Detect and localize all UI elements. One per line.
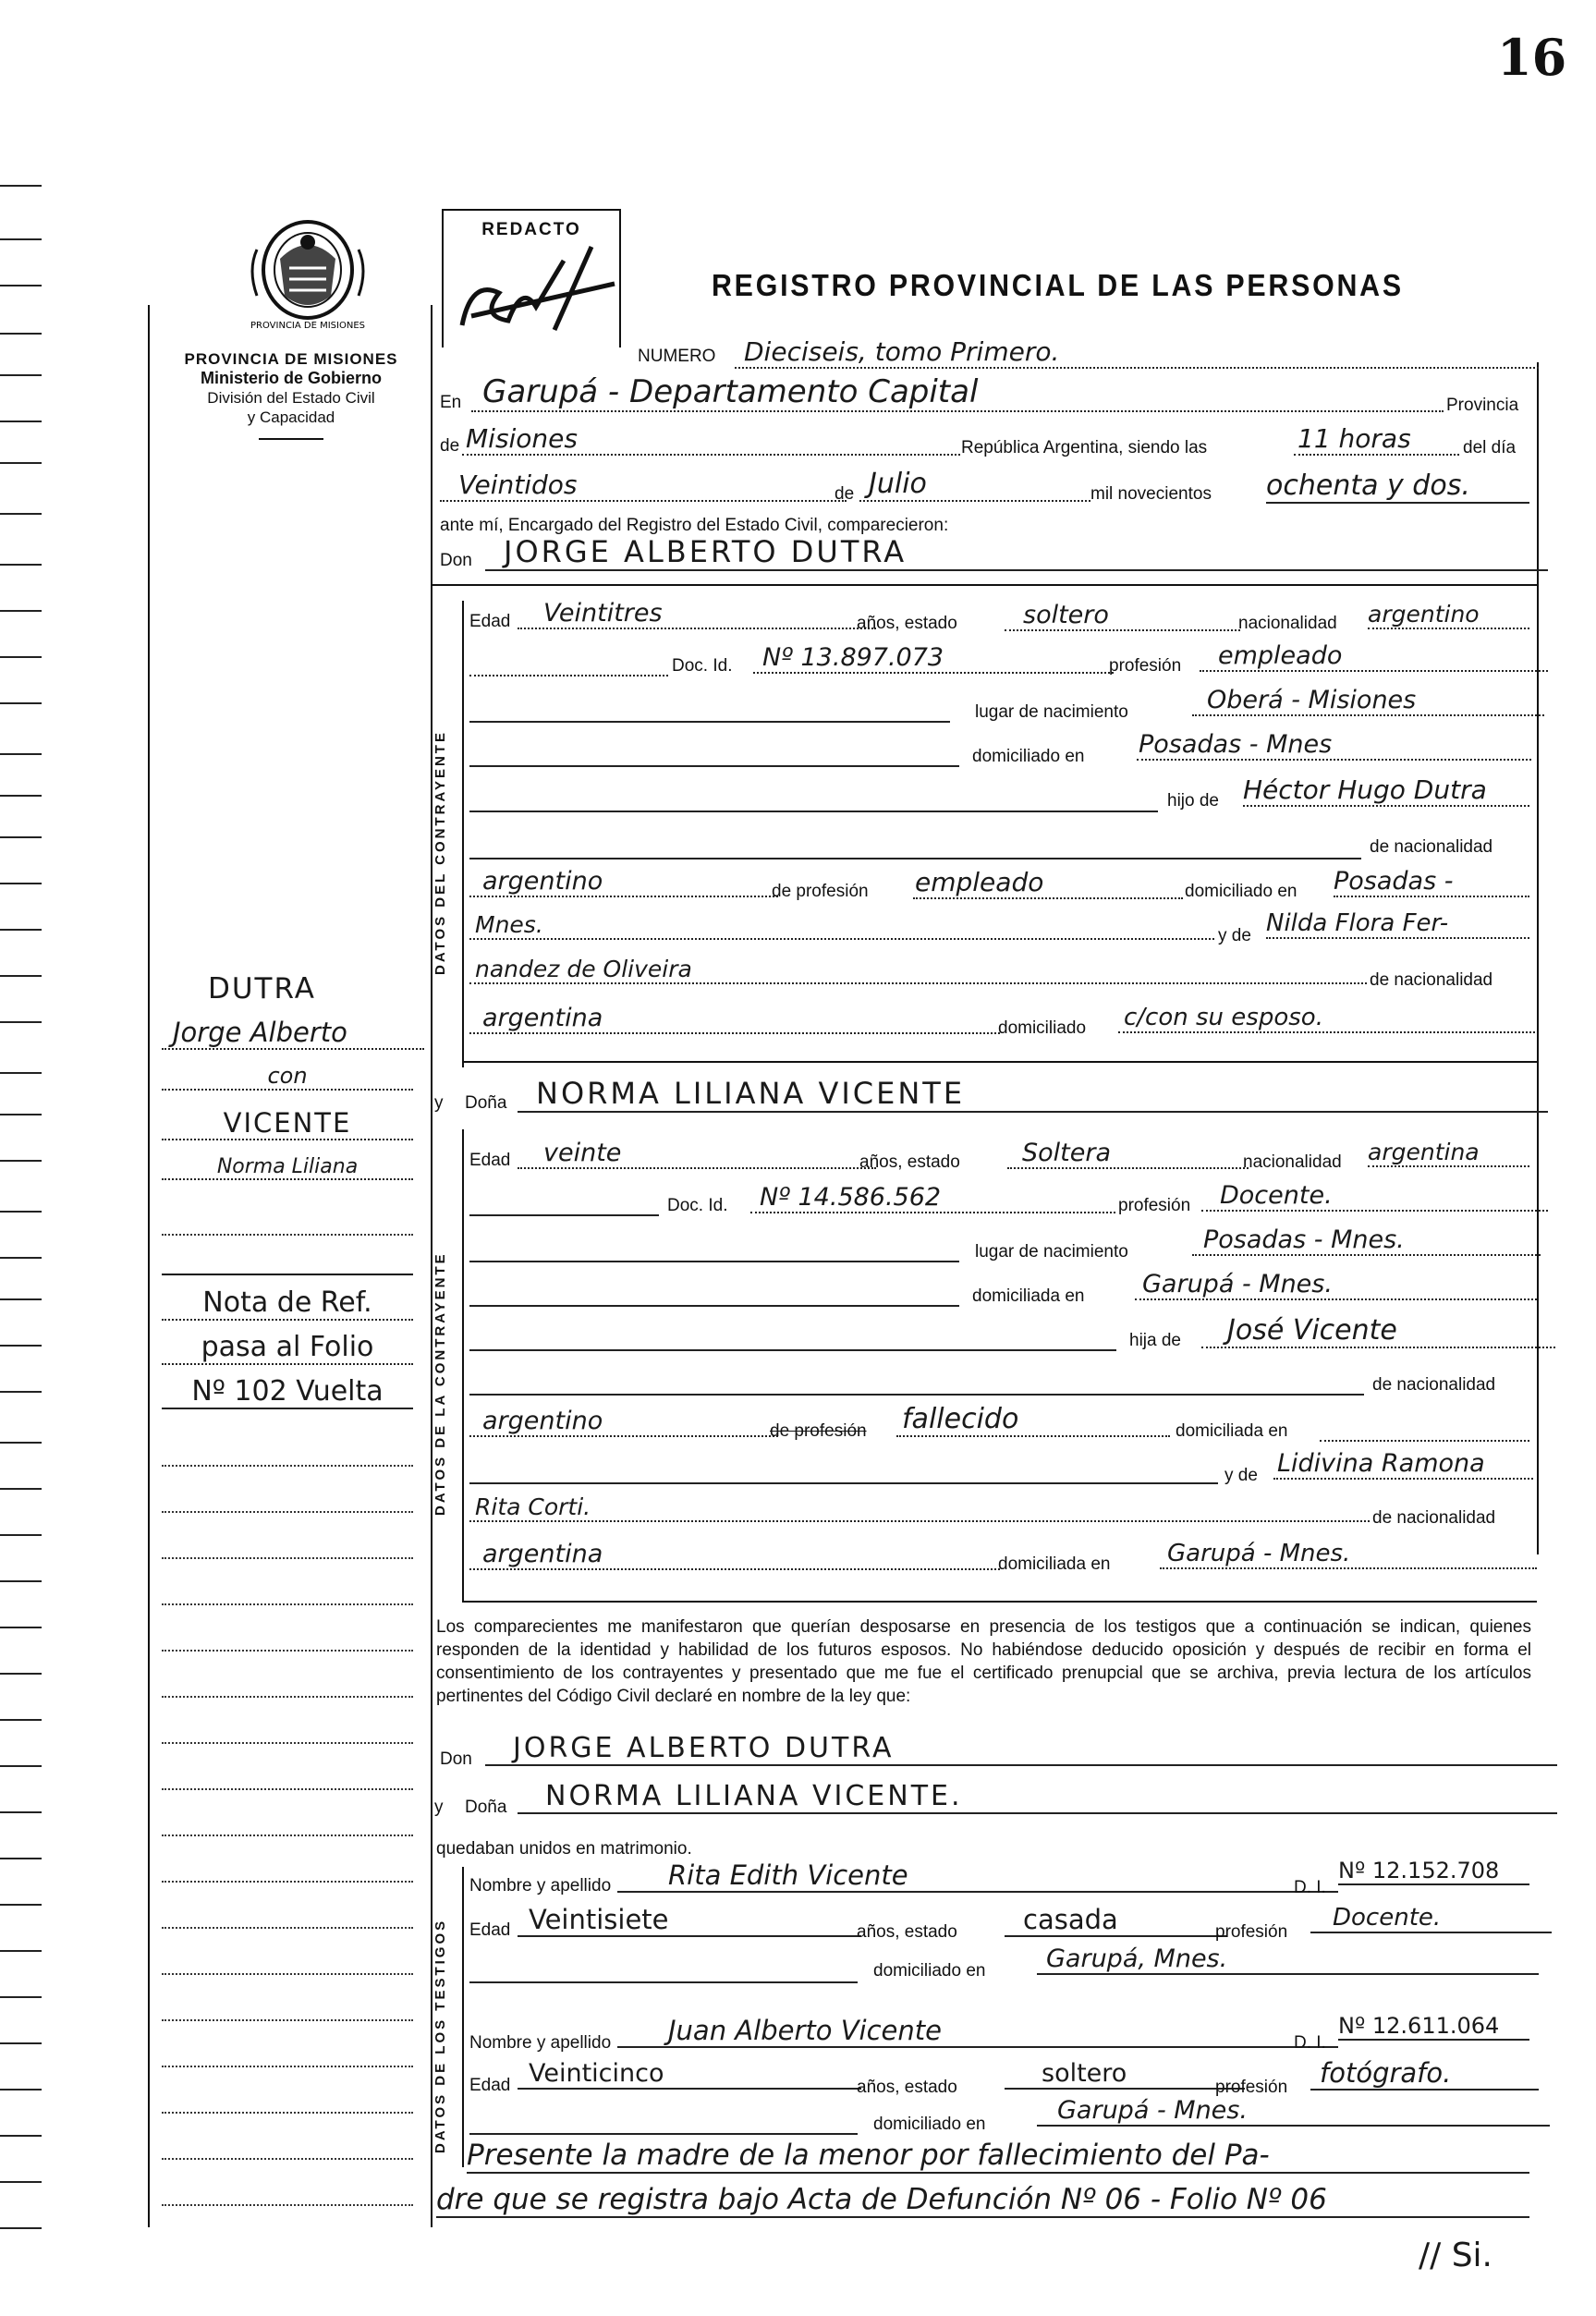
bride-hija-label: hija de [1129,1331,1181,1350]
bride-nac-field[interactable]: argentina [1368,1139,1529,1167]
w1-di-label: D. I. [1294,1878,1326,1897]
w1-anos-label: años, estado [857,1922,957,1942]
numero-label: NUMERO [638,347,716,366]
w2-nombre-label: Nombre y apellido [469,2033,612,2053]
groom-prof-field[interactable]: empleado [1200,641,1548,672]
decl-closing: quedaban unidos en matrimonio. [436,1839,692,1859]
bride-madre-nac-field[interactable]: argentina [469,1540,1000,1570]
groom-nac-field[interactable]: argentino [1368,601,1529,629]
bride-padre-prof-field[interactable]: fallecido [896,1403,1170,1437]
month-field[interactable]: Julio [859,468,1090,502]
margin-surname-1: DUTRA [208,972,316,1006]
w2-prof-label: profesión [1215,2078,1288,2097]
w1-blank [469,1981,858,1983]
office-capacity: y Capacidad [247,408,335,426]
margin-con: con [162,1063,413,1091]
margin-blank-6 [162,1603,413,1605]
provincia-label: Provincia [1446,396,1519,415]
margin-blank-13 [162,1927,413,1929]
groom-side-label: DATOS DEL CONTRAYENTE [433,730,448,975]
bride-blank-3 [469,1349,1116,1351]
w1-nombre-label: Nombre y apellido [469,1876,612,1895]
groom-lugar-field[interactable]: Oberá - Misiones [1192,686,1544,716]
w2-di-label: D. I. [1294,2033,1326,2053]
w2-dom-label: domiciliado en [873,2115,986,2134]
margin-blank-1 [162,1234,413,1236]
bride-de-prof-label: de profesión [770,1421,867,1441]
decl-groom-field[interactable]: JORGE ALBERTO DUTRA [485,1732,1557,1766]
year-field[interactable]: ochenta y dos. [1266,469,1529,504]
bride-lugar-label: lugar de nacimiento [975,1242,1128,1262]
groom-block-bottom [462,1061,1537,1063]
office-division: División del Estado Civil [207,389,375,407]
decl-y-label: y [434,1798,444,1817]
bride-blank-1 [469,1261,959,1262]
bride-nac-label: nacionalidad [1243,1152,1342,1172]
w1-dom-field[interactable]: Garupá, Mnes. [1037,1944,1539,1975]
footer-signature: // Si. [1419,2237,1492,2274]
en-label: En [440,393,462,412]
groom-estado-field[interactable]: soltero [1005,601,1240,631]
margin-blank-15 [162,2019,413,2021]
republica-label: República Argentina, siendo las [961,438,1208,457]
witness-side-label: DATOS DE LOS TESTIGOS [433,1918,448,2153]
groom-prof-label: profesión [1109,656,1182,676]
w1-doc-field[interactable]: Nº 12.152.708 [1338,1858,1529,1885]
margin-surname-2: VICENTE [162,1107,413,1140]
hour-field[interactable]: 11 horas [1294,423,1459,456]
groom-edad-field[interactable]: Veintitres [518,599,876,629]
office-ministry: Ministerio de Gobierno [200,369,382,387]
groom-padre-nac-field[interactable]: argentino [469,867,778,897]
groom-dom-field[interactable]: Posadas - Mnes [1137,730,1531,761]
w2-anos-label: años, estado [857,2078,957,2097]
groom-blank-2 [469,765,959,767]
margin-blank-18 [162,2158,413,2160]
groom-madre-1[interactable]: Nilda Flora Fer- [1266,909,1529,939]
left-column-rule [148,305,150,2227]
groom-padre-field[interactable]: Héctor Hugo Dutra [1243,774,1529,807]
groom-hijo-label: hijo de [1167,791,1219,811]
groom-blank-4 [469,858,1361,859]
margin-blank-17 [162,2112,413,2114]
bride-dom-field[interactable]: Garupá - Mnes. [1135,1270,1537,1300]
margin-blank-2 [162,1274,413,1275]
margin-note-2: pasa al Folio [162,1331,413,1365]
declaration-text: Los comparecientes me manifestaron que querían desposarse en presencia de los testigos que a continuación se indican, quienes responden de la identidad y habilidad de los futuros esposos. No habiéndose deducido oposición y después de recibir en forma el consentimiento de los contrayentes y presentado que me fue el certificado prenupcial que se archiva, previa lectura de los artículos pertinentes del Código Civil declaré en nombre de la ley que: [436,1617,1531,1706]
bride-madre-nac-label: de nacionalidad [1372,1508,1496,1528]
margin-blank-10 [162,1788,413,1790]
svg-text:PROVINCIA DE MISIONES: PROVINCIA DE MISIONES [250,321,365,331]
bride-y-label: y [434,1093,444,1113]
margin-blank-19 [162,2204,413,2206]
w2-estado-field[interactable]: soltero [1005,2059,1245,2090]
groom-block-rule [462,601,464,1067]
bride-madre-1[interactable]: Lidivina Ramona [1273,1449,1533,1480]
bride-doc-blank [469,1214,659,1216]
margin-blank-9 [162,1742,413,1744]
place-field[interactable]: Garupá - Departamento Capital [471,373,1444,412]
bride-madre-dom-field[interactable]: Garupá - Mnes. [1160,1540,1537,1569]
w1-prof-field[interactable]: Docente. [1310,1904,1552,1933]
margin-blank-7 [162,1650,413,1652]
w1-edad-label: Edad [469,1920,511,1940]
groom-de-nac-label: de nacionalidad [1370,837,1493,857]
groom-blank-3 [469,811,1158,812]
bride-doc-field[interactable]: Nº 14.586.562 [750,1183,1115,1213]
intro-divider [431,584,1537,586]
w1-edad-field[interactable]: Veintisiete [518,1904,861,1937]
w2-dom-field[interactable]: Garupá - Mnes. [1037,2096,1550,2127]
groom-blank-1 [469,721,950,723]
page-number: 16 [1497,28,1567,87]
bride-madre-dom-label: domiciliada en [998,1554,1111,1574]
mil-label: mil novecientos [1090,484,1212,504]
margin-given-2: Norma Liliana [162,1155,413,1180]
redacto-label: REDACTO [481,220,581,239]
w1-prof-label: profesión [1215,1922,1288,1942]
numero-field[interactable]: Dieciseis, tomo Primero. [735,336,1539,369]
witness-block-rule [462,1867,464,2167]
bride-estado-field[interactable]: Soltera [1007,1139,1249,1169]
margin-note-1: Nota de Ref. [162,1286,413,1321]
groom-madre-nac-field[interactable]: argentina [469,1004,1000,1034]
margin-blank-4 [162,1511,413,1513]
bride-de-nac-label: de nacionalidad [1372,1375,1496,1395]
decl-bride-field[interactable]: NORMA LILIANA VICENTE. [518,1780,1557,1814]
w1-dom-label: domiciliado en [873,1961,986,1981]
groom-doc-field[interactable]: Nº 13.897.073 [753,643,1114,674]
don-label: Don [440,551,472,570]
footer-note-line2: dre que se registra bajo Acta de Defunción Nº 06 - Folio Nº 06 [436,2183,1529,2218]
bride-blank-2 [469,1305,959,1307]
redacto-signature-icon [444,242,619,344]
bride-prof-label: profesión [1118,1196,1191,1215]
bride-madre-2[interactable]: Rita Corti. [469,1493,1370,1522]
office-province: PROVINCIA DE MISIONES [184,350,398,368]
bride-prof-field[interactable]: Docente. [1201,1181,1548,1212]
groom-dom-label: domiciliado en [972,747,1085,766]
office-divider [259,438,323,440]
provincial-seal-icon [238,213,377,333]
bride-padre-field[interactable]: José Vicente [1201,1314,1555,1348]
groom-y-de-label: y de [1218,926,1251,945]
groom-padre-dom-1[interactable]: Posadas - [1334,867,1529,897]
groom-madre-dom-field[interactable]: c/con su esposo. [1118,1004,1535,1033]
bride-edad-label: Edad [469,1151,511,1170]
w2-blank [469,2133,858,2135]
ante-label: ante mí, Encargado del Registro del Estado Civil, comparecieron: [440,516,949,535]
groom-edad-label: Edad [469,612,511,631]
bride-block-bottom [462,1601,1537,1603]
margin-blank-5 [162,1557,413,1559]
de2-label: de [835,484,855,504]
bride-blank-4 [469,1394,1364,1396]
groom-padre-dom-2[interactable]: Mnes. [469,911,1214,940]
margin-blank-14 [162,1973,413,1975]
margin-blank-11 [162,1835,413,1836]
page-title: REGISTRO PROVINCIAL DE LAS PERSONAS [712,268,1404,302]
bride-edad-field[interactable]: veinte [518,1139,876,1169]
margin-blank-12 [162,1881,413,1883]
bride-blank-5 [469,1482,1218,1484]
w1-name-field[interactable]: Rita Edith Vicente [617,1859,1338,1893]
bride-block-rule [462,1129,464,1601]
groom-de-prof-label: de profesión [772,882,869,901]
margin-blank-8 [162,1696,413,1698]
bride-side-label: DATOS DE LA CONTRAYENTE [433,1251,448,1516]
bride-dom-en-label: domiciliada en [1176,1421,1288,1441]
margin-note-3: Nº 102 Vuelta [162,1375,413,1409]
province-field[interactable]: Misiones [462,423,960,456]
decl-dona-label: Doña [465,1798,507,1817]
bride-doc-label: Doc. Id. [667,1196,728,1215]
bride-y-de-label: y de [1224,1466,1258,1485]
groom-lugar-label: lugar de nacimiento [975,702,1128,722]
decl-don-label: Don [440,1749,472,1769]
groom-anos-label: años, estado [857,614,957,633]
margin-blank-3 [162,1465,413,1467]
groom-doc-label: Doc. Id. [672,656,733,676]
bride-lugar-field[interactable]: Posadas - Mnes. [1192,1225,1541,1256]
day-field[interactable]: Veintidos [440,469,847,502]
de-label: de [440,436,460,456]
del-dia-label: del día [1463,438,1517,457]
office-block [157,349,425,440]
groom-madre-2[interactable]: nandez de Oliveira [469,956,1367,984]
w1-estado-field[interactable]: casada [1005,1904,1226,1937]
bride-name-field[interactable]: NORMA LILIANA VICENTE [518,1076,1548,1113]
groom-name-field[interactable]: JORGE ALBERTO DUTRA [485,534,1548,571]
redacto-box [442,209,621,347]
w2-prof-field[interactable]: fotógrafo. [1310,2057,1539,2090]
groom-dom-en-label: domiciliado en [1185,882,1298,901]
w2-edad-label: Edad [469,2076,511,2095]
w2-name-field[interactable]: Juan Alberto Vicente [617,2015,1338,2048]
margin-given-1: Jorge Alberto [162,1017,424,1050]
bride-padre-dom-blank [1320,1440,1529,1442]
groom-nac-label: nacionalidad [1238,614,1337,633]
bride-padre-nac-field[interactable]: argentino [469,1407,778,1437]
bride-dona-label: Doña [465,1093,507,1113]
groom-doc-blank [469,675,668,677]
bride-dom-label: domiciliada en [972,1286,1085,1306]
bride-anos-label: años, estado [859,1152,960,1172]
groom-madre-dom-label: domiciliado [998,1018,1087,1038]
groom-madre-nac-label: de nacionalidad [1370,970,1493,990]
groom-padre-prof-field[interactable]: empleado [913,867,1183,899]
footer-note-line1: Presente la madre de la menor por fallecimiento del Pa- [467,2139,1529,2174]
margin-blank-16 [162,2066,413,2067]
w2-doc-field[interactable]: Nº 12.611.064 [1338,2013,1529,2041]
w2-edad-field[interactable]: Veinticinco [518,2059,861,2090]
